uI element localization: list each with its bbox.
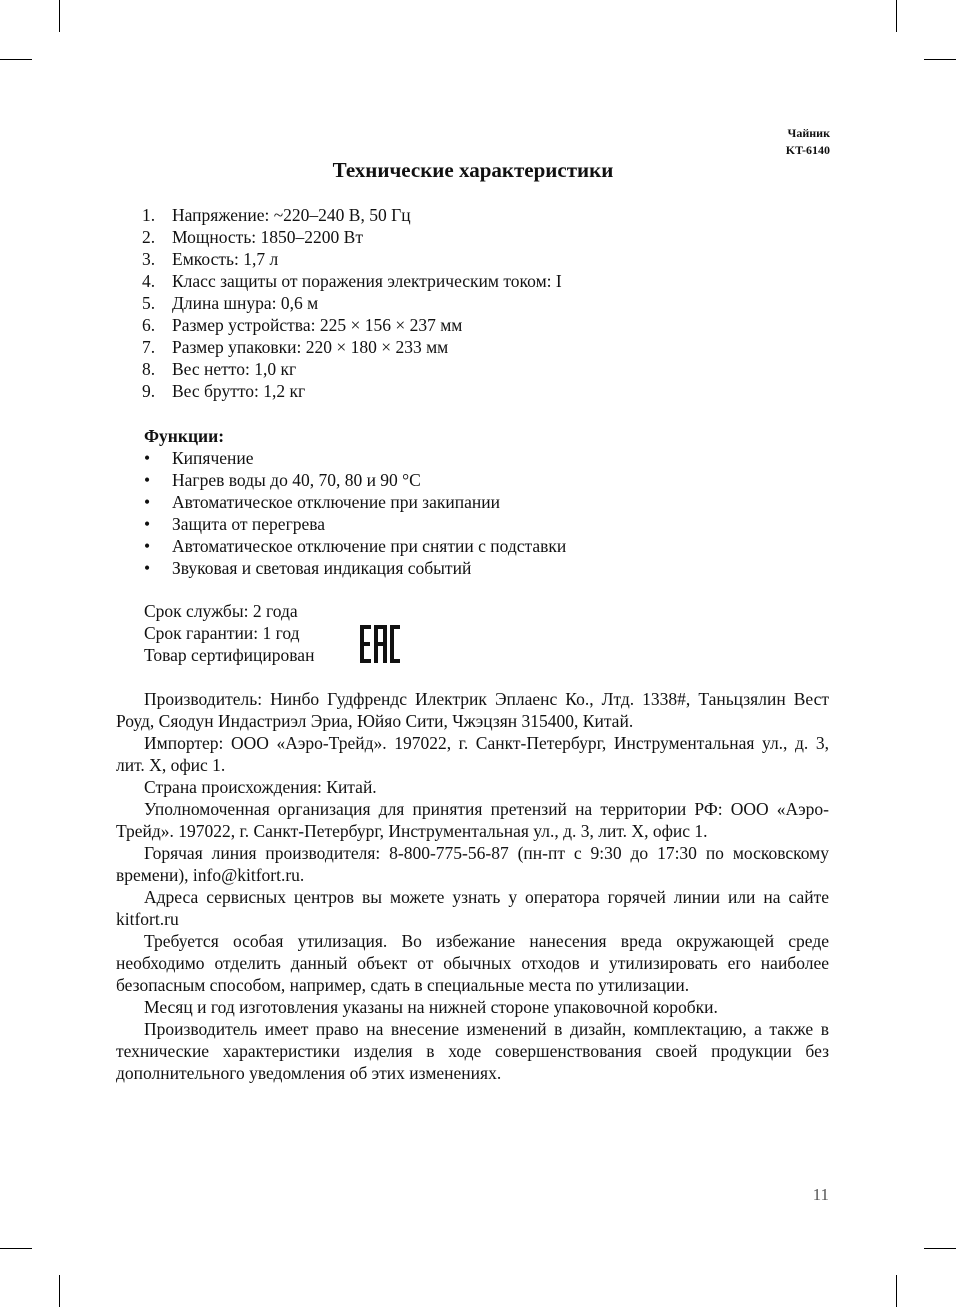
certified-note: Товар сертифицирован — [144, 645, 315, 665]
function-text: Автоматическое отключение при закипании — [172, 492, 500, 512]
functions-title: Функции: — [144, 426, 225, 446]
spec-number: 5. — [142, 293, 156, 313]
spec-text: Мощность: 1850–2200 Вт — [172, 227, 363, 247]
spec-item — [142, 270, 562, 292]
spec-item — [142, 336, 562, 358]
spec-number: 7. — [142, 337, 156, 357]
crop-mark — [924, 1248, 956, 1249]
header-model: KT-6140 — [785, 143, 830, 157]
crop-mark — [0, 1248, 32, 1249]
function-item — [144, 535, 566, 557]
function-text: Нагрев воды до 40, 70, 80 и 90 °С — [172, 470, 421, 490]
spec-text: Размер упаковки: 220 × 180 × 233 мм — [172, 337, 449, 357]
page-header — [786, 125, 830, 159]
spec-number: 2. — [142, 227, 156, 247]
bullet-icon: • — [144, 448, 151, 468]
bullet-icon: • — [144, 536, 151, 556]
spec-number: 8. — [142, 359, 156, 379]
warranty-period: Срок гарантии: 1 год — [144, 623, 300, 643]
crop-mark — [0, 59, 32, 60]
spec-item — [142, 226, 562, 248]
spec-number: 3. — [142, 249, 156, 269]
importer-paragraph: Импортер: ООО «Аэро-Трейд». 197022, г. Санкт-Петербург, Инструментальная ул., д. 3, лит. Х, офис 1. — [116, 733, 829, 775]
disposal-paragraph: Требуется особая утилизация. Во избежание нанесения вреда окружающей среде необходимо отделить данный объект от обычных отходов и утилизировать его наиболее безопасным способом, например, сдать в специальные места по утилизации. — [116, 931, 829, 995]
header-product: Чайник — [787, 126, 830, 140]
bullet-icon: • — [144, 492, 151, 512]
legal-info — [116, 688, 829, 1084]
specs-list — [142, 204, 562, 402]
spec-text: Напряжение: ~220–240 В, 50 Гц — [172, 205, 411, 225]
bullet-icon: • — [144, 558, 151, 578]
crop-mark — [924, 59, 956, 60]
page-number: 11 — [812, 1185, 829, 1204]
spec-text: Емкость: 1,7 л — [172, 249, 279, 269]
spec-text: Длина шнура: 0,6 м — [172, 293, 319, 313]
function-item — [144, 491, 566, 513]
hotline-paragraph: Горячая линия производителя: 8-800-775-56-87 (пн-пт с 9:30 до 17:30 по московскому времени), info@kitfort.ru. — [116, 843, 829, 885]
functions-list — [144, 447, 566, 579]
bullet-icon: • — [144, 514, 151, 534]
spec-text: Вес брутто: 1,2 кг — [172, 381, 306, 401]
function-item — [144, 557, 566, 579]
spec-number: 9. — [142, 381, 156, 401]
spec-text: Размер устройства: 225 × 156 × 237 мм — [172, 315, 463, 335]
eac-mark-icon — [360, 625, 400, 668]
spec-item — [142, 292, 562, 314]
eac-logo-icon — [360, 625, 400, 663]
service-life: Срок службы: 2 года — [144, 601, 298, 621]
spec-item — [142, 248, 562, 270]
function-item — [144, 447, 566, 469]
spec-text: Класс защиты от поражения электрическим током: I — [172, 271, 562, 291]
spec-number: 6. — [142, 315, 156, 335]
crop-mark — [896, 0, 897, 32]
manufacturer-paragraph: Производитель: Нинбо Гудфрендс Илектрик Эплаенс Ко., Лтд. 1338#, Таньцзялин Вест Роуд, Сяодун Индастриэл Эриа, Юйяо Сити, Чжэцзян 315400, Китай. — [116, 689, 829, 731]
spec-item — [142, 204, 562, 226]
origin-paragraph: Страна происхождения: Китай. — [144, 777, 377, 797]
changes-paragraph: Производитель имеет право на внесение изменений в дизайн, комплектацию, а также в технические характеристики изделия в ходе совершенствования своей продукции без дополнительного уведомления об этих изменениях. — [116, 1019, 829, 1083]
spec-item — [142, 380, 562, 402]
crop-mark — [59, 0, 60, 32]
function-text: Автоматическое отключение при снятии с подставки — [172, 536, 567, 556]
claims-paragraph: Уполномоченная организация для принятия претензий на территории РФ: ООО «Аэро-Трейд». 197022, г. Санкт-Петербург, Инструментальная ул., д. 3, лит. Х, офис 1. — [116, 799, 829, 841]
spec-number: 1. — [142, 205, 156, 225]
spec-number: 4. — [142, 271, 156, 291]
crop-mark — [896, 1275, 897, 1307]
function-item — [144, 469, 566, 491]
spec-item — [142, 314, 562, 336]
spec-item — [142, 358, 562, 380]
function-text: Звуковая и световая индикация событий — [172, 558, 472, 578]
page-title: Технические характеристики — [332, 158, 614, 182]
bullet-icon: • — [144, 470, 151, 490]
manufacture-date-paragraph: Месяц и год изготовления указаны на нижней стороне упаковочной коробки. — [144, 997, 718, 1017]
function-text: Защита от перегрева — [172, 514, 326, 534]
function-text: Кипячение — [172, 448, 254, 468]
spec-text: Вес нетто: 1,0 кг — [172, 359, 297, 379]
service-info — [144, 600, 314, 666]
function-item — [144, 513, 566, 535]
service-centers-paragraph: Адреса сервисных центров вы можете узнать у оператора горячей линии или на сайте kitfort.ru — [116, 887, 829, 929]
crop-mark — [59, 1275, 60, 1307]
